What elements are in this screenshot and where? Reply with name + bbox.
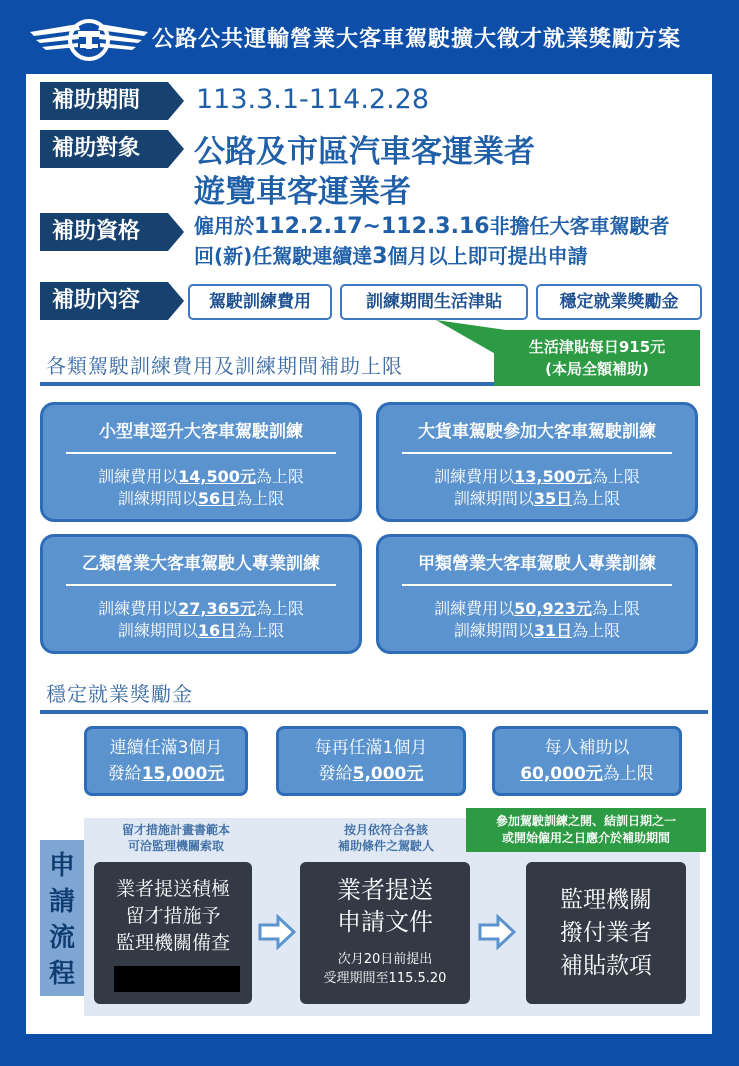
training-days-line: 訓練期間以31日為上限 bbox=[453, 621, 621, 640]
training-title: 乙類營業大客車駕駛人專業訓練 bbox=[82, 554, 320, 574]
section-title-stability: 穩定就業獎勵金 bbox=[46, 682, 193, 706]
highway-bureau-emblem-icon bbox=[28, 14, 150, 66]
training-fee-line: 訓練費用以14,500元為上限 bbox=[98, 467, 304, 486]
flow-step-2: 業者提送 申請文件 次月20日前提出 受理期間至115.5.20 bbox=[300, 862, 470, 1004]
label-content: 補助內容 bbox=[40, 282, 168, 320]
training-title: 甲類營業大客車駕駛人專業訓練 bbox=[418, 554, 656, 574]
label-period: 補助期間 bbox=[40, 82, 168, 120]
stability-box-max: 每人補助以 60,000元為上限 bbox=[492, 726, 682, 796]
period-value: 113.3.1-114.2.28 bbox=[196, 84, 430, 115]
qual2-new: (新) bbox=[214, 244, 253, 268]
training-fee-line: 訓練費用以13,500元為上限 bbox=[434, 467, 640, 486]
chip-stability-bonus: 穩定就業獎勵金 bbox=[536, 284, 702, 320]
training-card-class-b bbox=[40, 534, 362, 654]
callout-line-2: (本局全額補助) bbox=[545, 360, 649, 378]
target-line-2: 遊覽車客運業者 bbox=[194, 174, 411, 210]
qual2-months: 3 bbox=[372, 244, 388, 269]
chip-training-fee: 駕駛訓練費用 bbox=[188, 284, 332, 320]
card-divider bbox=[66, 584, 336, 586]
living-allowance-callout bbox=[494, 330, 700, 386]
right-arrow-icon bbox=[478, 914, 516, 950]
callout-line-1: 生活津貼每日915元 bbox=[528, 338, 666, 356]
right-arrow-icon bbox=[258, 914, 296, 950]
training-days-line: 訓練期間以35日為上限 bbox=[453, 489, 621, 508]
stability-box-3-months: 連續任滿3個月 發給15,000元 bbox=[84, 726, 248, 796]
flow-note-template: 留才措施計畫書範本 可洽監理機關索取 bbox=[121, 823, 230, 853]
section-divider bbox=[40, 710, 708, 714]
card-divider bbox=[402, 452, 672, 454]
section-divider bbox=[40, 382, 494, 386]
section-title-training: 各類駕駛訓練費用及訓練期間補助上限 bbox=[46, 354, 403, 378]
header bbox=[0, 0, 739, 78]
label-target: 補助對象 bbox=[40, 130, 168, 168]
qual-pre: 僱用於 bbox=[194, 214, 254, 238]
training-card-class-a bbox=[376, 534, 698, 654]
flow-step-3: 監理機關 撥付業者 補貼款項 bbox=[526, 862, 686, 1004]
flow-side-label: 申 請 流 程 bbox=[40, 840, 84, 996]
chip-living-allowance: 訓練期間生活津貼 bbox=[340, 284, 528, 320]
label-qualification: 補助資格 bbox=[40, 213, 168, 251]
training-fee-line: 訓練費用以27,365元為上限 bbox=[98, 599, 304, 618]
training-card-small-to-bus bbox=[40, 402, 362, 522]
target-line-1: 公路及市區汽車客運業者 bbox=[194, 134, 535, 170]
card-divider bbox=[66, 452, 336, 454]
header-title: 公路公共運輸營業大客車駕駛擴大徵才就業獎勵方案 bbox=[152, 27, 682, 52]
redacted-block bbox=[114, 966, 240, 992]
flow-step-1: 業者提送積極 留才措施予 監理機關備查 bbox=[94, 862, 252, 1004]
qual2-mid: 任駕駛連續達 bbox=[252, 244, 373, 268]
training-days-line: 訓練期間以16日為上限 bbox=[117, 621, 285, 640]
qual2-post: 個月以上即可提出申請 bbox=[387, 244, 588, 268]
qualification-line-2 bbox=[194, 240, 588, 269]
training-days-line: 訓練期間以56日為上限 bbox=[117, 489, 285, 508]
training-title: 大貨車駕駛參加大客車駕駛訓練 bbox=[418, 422, 656, 442]
qual-dates: 112.2.17~112.3.16 bbox=[254, 214, 490, 239]
training-card-truck-to-bus bbox=[376, 402, 698, 522]
card-divider bbox=[402, 584, 672, 586]
training-fee-line: 訓練費用以50,923元為上限 bbox=[434, 599, 640, 618]
qualification-line-1 bbox=[194, 210, 670, 239]
flow-green-note: 參加駕駛訓練之開、結訓日期之一 或開始僱用之日應介於補助期間 bbox=[466, 808, 706, 852]
training-title: 小型車逕升大客車駕駛訓練 bbox=[99, 422, 303, 442]
flow-note-monthly: 按月依符合各該 補助條件之駕駛人 bbox=[337, 823, 434, 853]
qual2-pre: 回 bbox=[194, 244, 214, 268]
qual-post: 非擔任大客車駕駛者 bbox=[489, 214, 670, 238]
stability-box-each-month: 每再任滿1個月 發給5,000元 bbox=[276, 726, 466, 796]
